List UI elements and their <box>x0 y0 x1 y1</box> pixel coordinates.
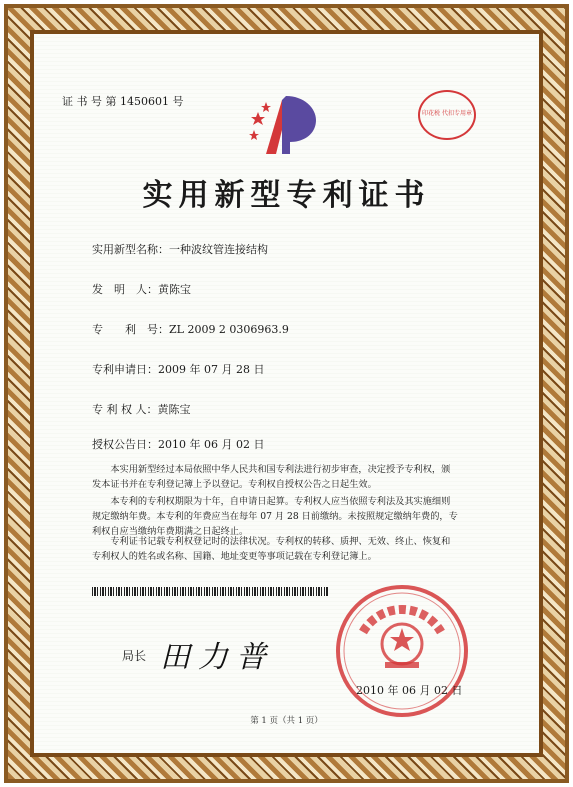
paragraph-line: 发本证书并在专利登记簿上予以登记。专利权自授权公告之日起生效。 <box>92 479 377 490</box>
paragraph-line: 本专利的专利权期限为十年，自申请日起算。专利权人应当依照专利法及其实施细则 <box>92 496 451 507</box>
patentee-field: 专 利 权 人：黄陈宝 <box>92 403 191 416</box>
paragraph-line: 专利权人的姓名或名称、国籍、地址变更等事项记载在专利登记簿上。 <box>92 551 377 562</box>
inventor-field: 发 明 人：黄陈宝 <box>92 283 191 296</box>
barcode <box>92 587 328 596</box>
paragraph-line: 专利证书记载专利权登记时的法律状况。专利权的转移、质押、无效、终止、恢复和 <box>92 536 451 547</box>
application-date-field: 专利申请日：2009 年 07 月 28 日 <box>92 363 265 376</box>
announcement-date-field: 授权公告日：2010 年 06 月 02 日 <box>92 438 265 451</box>
paragraph-term <box>92 494 458 539</box>
tax-stamp: 印花税 代扣专用章 <box>418 90 476 140</box>
paragraph-line: 利权自应当缴纳年费期满之日起终止。 <box>92 526 249 537</box>
seal-date: 2010 年 06 月 02 日 <box>356 684 463 697</box>
director-label: 局长 <box>122 649 147 663</box>
patent-number-field: 专 利 号：ZL 2009 2 0306963.9 <box>92 323 289 336</box>
official-seal-icon <box>333 582 471 720</box>
model-name-field: 实用新型名称：一种波纹管连接结构 <box>92 243 268 256</box>
certificate-title: 实用新型专利证书 <box>142 178 431 213</box>
paragraph-grant <box>92 462 450 492</box>
director-signature: 田力普 <box>160 640 274 675</box>
patent-office-logo-icon <box>246 90 326 160</box>
paragraph-line: 本实用新型经过本局依照中华人民共和国专利法进行初步审查，决定授予专利权，颁 <box>92 464 451 475</box>
page-footer: 第 1 页（共 1 页） <box>250 716 323 726</box>
paragraph-legal-status <box>92 534 450 564</box>
certificate-number: 证 书 号 第 1450601 号 <box>62 95 184 108</box>
paragraph-line: 规定缴纳年费。本专利的年费应当在每年 07 月 28 日前缴纳。未按照规定缴纳年费的，专 <box>92 511 458 522</box>
